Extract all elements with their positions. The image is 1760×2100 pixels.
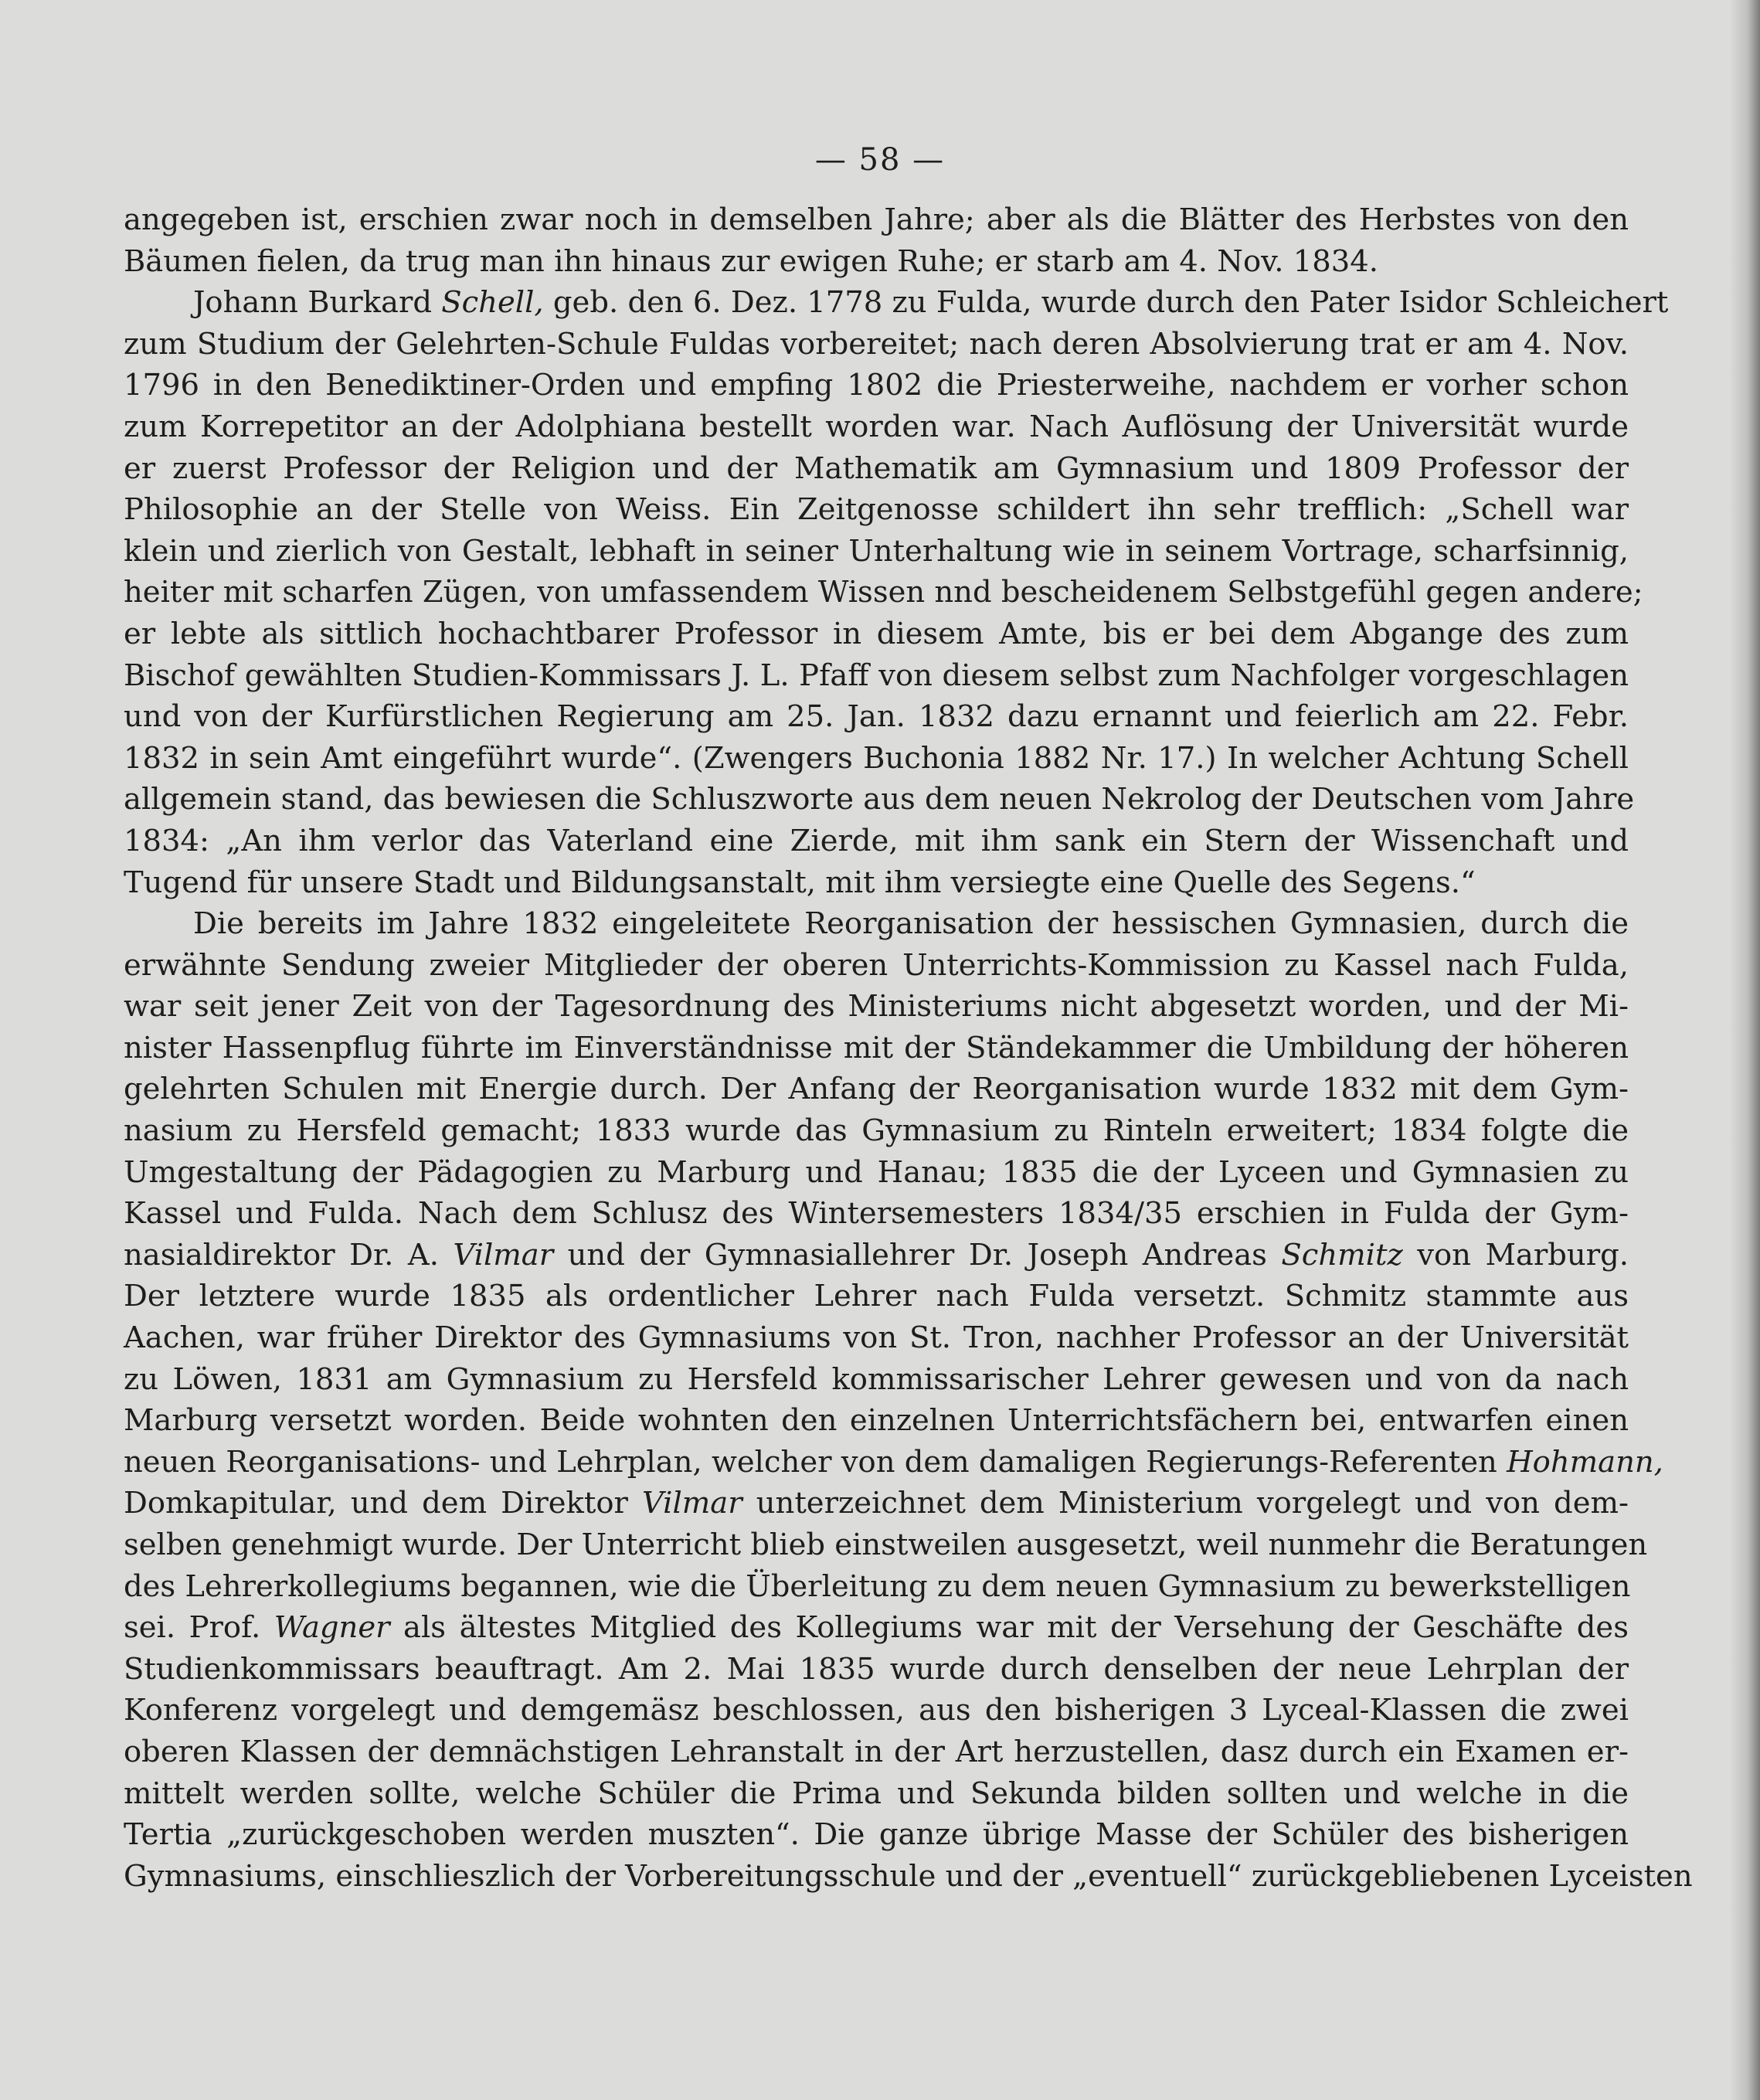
text-line	[124, 1442, 1663, 1483]
text-line	[124, 1649, 1629, 1691]
text-segment: er zuerst Professor der Religion und der Mathematik am Gymnasium und 1809 Professor der	[124, 450, 1629, 486]
text-line	[124, 1483, 1629, 1524]
text-line	[124, 613, 1629, 655]
text-segment: Konferenz vorgelegt und demgemäsz beschlossen, aus den bisherigen 3 Lyceal-Klassen die zwei	[124, 1693, 1629, 1728]
text-segment: zum Korrepetitor an der Adolphiana bestellt worden war. Nach Auflösung der Universität wurde	[124, 409, 1629, 444]
text-line	[124, 324, 1629, 365]
text-line	[124, 1607, 1629, 1649]
italic-name: Schell,	[441, 285, 544, 321]
text-line	[124, 282, 1669, 324]
text-segment: 1834: „An ihm verlor das Vaterland eine Zierde, mit ihm sank ein Stern der Wissenchaft und	[124, 823, 1629, 858]
text-segment: gelehrten Schulen mit Energie durch. Der Anfang der Reorganisation wurde 1832 mit dem Gym-	[124, 1072, 1629, 1107]
text-line	[124, 1276, 1629, 1317]
text-segment: unterzeichnet dem Ministerium vorgelegt und von dem-	[742, 1486, 1629, 1521]
text-segment: Kassel und Fulda. Nach dem Schlusz des Wintersemesters 1834/35 erschien in Fulda der Gym-	[124, 1196, 1629, 1232]
text-line	[124, 241, 1629, 283]
text-segment: als ältestes Mitglied des Kollegiums war mit der Versehung der Geschäfte des	[389, 1610, 1629, 1646]
page-edge-shadow	[1729, 0, 1760, 2100]
text-segment: Domkapitular, und dem Direktor	[124, 1486, 643, 1521]
text-line	[124, 1400, 1629, 1442]
text-line	[124, 986, 1629, 1028]
text-line	[124, 365, 1629, 406]
text-line	[124, 738, 1629, 780]
text-line	[124, 1524, 1648, 1566]
italic-name: Schmitz	[1281, 1237, 1403, 1273]
body-text	[124, 199, 1693, 1897]
page-number: — 58 —	[814, 142, 946, 178]
text-line	[124, 779, 1635, 821]
text-line	[124, 531, 1629, 573]
text-line	[124, 862, 1629, 904]
text-segment: nasialdirektor Dr. A.	[124, 1237, 454, 1273]
text-segment: Die bereits im Jahre 1832 eingeleitete Reorganisation der hessischen Gymnasien, durch die	[193, 906, 1629, 942]
text-line	[124, 1235, 1629, 1276]
text-line	[124, 199, 1629, 241]
text-line	[124, 1069, 1629, 1110]
text-segment: zum Studium der Gelehrten-Schule Fuldas vorbereitet; nach deren Absolvierung trat er am 4. Nov.	[124, 326, 1629, 362]
text-line	[124, 1152, 1629, 1194]
text-segment: angegeben ist, erschien zwar noch in demselben Jahre; aber als die Blätter des Herbstes von den	[124, 202, 1629, 237]
text-segment: des Lehrerkollegiums begannen, wie die Überleitung zu dem neuen Gymnasium zu bewerkstelligen	[124, 1568, 1631, 1604]
text-segment: sei. Prof.	[124, 1610, 274, 1646]
italic-name: Vilmar	[642, 1486, 742, 1521]
text-segment: und von der Kurfürstlichen Regierung am 25. Jan. 1832 dazu ernannt und feierlich am 22. Febr.	[124, 699, 1629, 735]
text-line	[124, 1317, 1629, 1359]
text-segment: nister Hassenpflug führte im Einverständnisse mit der Ständekammer die Umbildung der höheren	[124, 1030, 1629, 1065]
text-segment: Tertia „zurückgeschoben werden muszten“. Die ganze übrige Masse der Schüler des bisherigen	[124, 1817, 1629, 1853]
text-segment: Marburg versetzt worden. Beide wohnten den einzelnen Unterrichtsfächern bei, entwarfen einen	[124, 1403, 1629, 1439]
text-line	[124, 1773, 1629, 1815]
italic-name: Wagner	[274, 1610, 390, 1646]
text-line	[124, 1814, 1629, 1856]
text-line	[124, 1690, 1629, 1731]
text-line	[124, 903, 1629, 945]
text-segment: geb. den 6. Dez. 1778 zu Fulda, wurde durch den Pater Isidor Schleichert	[543, 285, 1669, 321]
text-line	[124, 821, 1629, 862]
text-segment: Tugend für unsere Stadt und Bildungsanstalt, mit ihm versiegte eine Quelle des Segens.“	[124, 865, 1476, 900]
text-segment: Philosophie an der Stelle von Weiss. Ein Zeitgenosse schildert ihn sehr trefflich: „Schell war	[124, 492, 1629, 528]
text-segment: erwähnte Sendung zweier Mitglieder der oberen Unterrichts-Kommission zu Kassel nach Fulda,	[124, 947, 1629, 983]
text-segment: er lebte als sittlich hochachtbarer Professor in diesem Amte, bis er bei dem Abgange des zum	[124, 616, 1629, 651]
text-segment: Studienkommissars beauftragt. Am 2. Mai 1835 wurde durch denselben der neue Lehrplan der	[124, 1651, 1629, 1687]
text-segment: Gymnasiums, einschlieszlich der Vorbereitungsschule und der „eventuell“ zurückgebliebenen Lyceisten	[124, 1858, 1693, 1894]
text-line	[124, 1110, 1629, 1152]
text-line	[124, 1028, 1629, 1069]
text-line	[124, 1731, 1629, 1773]
text-line	[124, 945, 1629, 987]
text-segment: klein und zierlich von Gestalt, lebhaft in seiner Unterhaltung wie in seinem Vortrage, scharfsinnig,	[124, 533, 1629, 569]
text-segment: Bischof gewählten Studien-Kommissars J. L. Pfaff von diesem selbst zum Nachfolger vorgeschlagen	[124, 658, 1629, 693]
text-segment: Umgestaltung der Pädagogien zu Marburg und Hanau; 1835 die der Lyceen und Gymnasien zu	[124, 1154, 1629, 1190]
text-segment: 1796 in den Benediktiner-Orden und empfing 1802 die Priesterweihe, nachdem er vorher schon	[124, 368, 1629, 403]
text-line	[124, 572, 1643, 613]
text-segment: neuen Reorganisations- und Lehrplan, welcher von dem damaligen Regierungs-Referenten	[124, 1444, 1507, 1480]
text-segment: Aachen, war früher Direktor des Gymnasiums von St. Tron, nachher Professor an der Universität	[124, 1320, 1629, 1356]
text-segment: Johann Burkard	[193, 285, 442, 321]
text-line	[124, 696, 1629, 738]
italic-name: Vilmar	[453, 1237, 554, 1273]
text-segment: allgemein stand, das bewiesen die Schluszworte aus dem neuen Nekrolog der Deutschen vom Jahre	[124, 782, 1635, 817]
text-segment: oberen Klassen der demnächstigen Lehranstalt in der Art herzustellen, dasz durch ein Examen er-	[124, 1734, 1629, 1769]
text-segment: selben genehmigt wurde. Der Unterricht blieb einstweilen ausgesetzt, weil nunmehr die Beratungen	[124, 1527, 1648, 1562]
text-segment: mittelt werden sollte, welche Schüler die Prima und Sekunda bilden sollten und welche in die	[124, 1775, 1629, 1811]
text-segment: von Marburg.	[1402, 1237, 1629, 1273]
text-line	[124, 1359, 1629, 1401]
text-segment: war seit jener Zeit von der Tagesordnung des Ministeriums nicht abgesetzt worden, und der Mi-	[124, 989, 1629, 1025]
text-segment: nasium zu Hersfeld gemacht; 1833 wurde das Gymnasium zu Rinteln erweitert; 1834 folgte die	[124, 1113, 1629, 1149]
text-line	[124, 406, 1629, 448]
text-line	[124, 489, 1629, 531]
text-segment: zu Löwen, 1831 am Gymnasium zu Hersfeld kommissarischer Lehrer gewesen und von da nach	[124, 1361, 1629, 1397]
text-line	[124, 1856, 1693, 1898]
text-segment: Der letztere wurde 1835 als ordentlicher Lehrer nach Fulda versetzt. Schmitz stammte aus	[124, 1279, 1629, 1314]
text-segment: und der Gymnasiallehrer Dr. Joseph Andreas	[553, 1237, 1282, 1273]
text-line	[124, 448, 1629, 490]
text-line	[124, 655, 1629, 697]
italic-name: Hohmann,	[1507, 1444, 1663, 1480]
text-line	[124, 1193, 1629, 1235]
text-line	[124, 1566, 1629, 1608]
text-segment: 1832 in sein Amt eingeführt wurde“. (Zwengers Buchonia 1882 Nr. 17.) In welcher Achtung Schell	[124, 740, 1629, 776]
text-segment: Bäumen fielen, da trug man ihn hinaus zur ewigen Ruhe; er starb am 4. Nov. 1834.	[124, 243, 1378, 279]
text-segment: heiter mit scharfen Zügen, von umfassendem Wissen nnd bescheidenem Selbstgefühl gegen andere;	[124, 575, 1643, 610]
